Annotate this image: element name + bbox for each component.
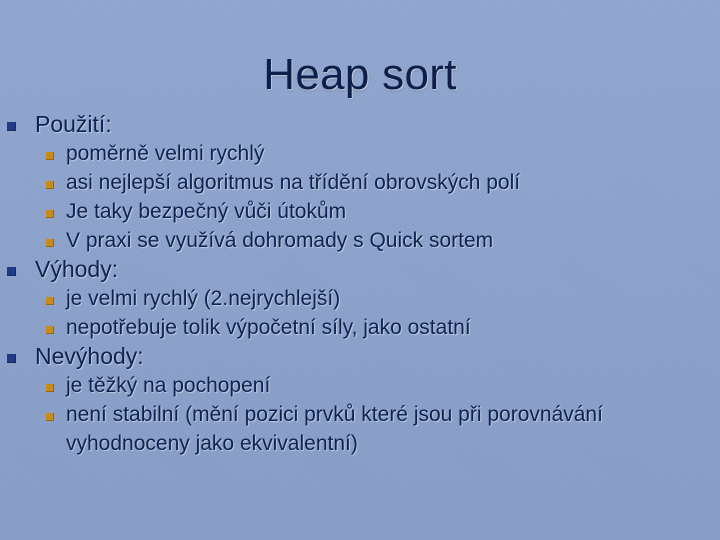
square-bullet-icon	[46, 326, 54, 334]
list-item	[0, 284, 720, 313]
list-item	[0, 313, 720, 342]
slide-content	[0, 110, 720, 458]
list-item	[0, 226, 720, 255]
square-bullet-icon	[7, 122, 16, 131]
square-bullet-icon	[46, 210, 54, 218]
square-bullet-icon	[46, 152, 54, 160]
square-bullet-icon	[46, 181, 54, 189]
square-bullet-icon	[7, 354, 16, 363]
square-bullet-icon	[7, 267, 16, 276]
slide-title	[0, 50, 720, 100]
list-item	[0, 197, 720, 226]
square-bullet-icon	[46, 297, 54, 305]
list-item-text: poměrně velmi rychlý	[66, 142, 265, 165]
list-item-text: nepotřebuje tolik výpočetní síly, jako ostatní	[66, 316, 471, 339]
square-bullet-icon	[46, 413, 54, 421]
list-item	[0, 371, 720, 400]
list-item-text: není stabilní (mění pozici prvků které jsou při porovnávání vyhodnoceny jako ekvivalentní)	[66, 403, 603, 455]
list-item	[0, 139, 720, 168]
section-heading	[0, 255, 720, 284]
list-item	[0, 400, 720, 458]
section-heading-text: Výhody:	[35, 256, 119, 282]
section-heading	[0, 342, 720, 371]
list-item-text: je velmi rychlý (2.nejrychlejší)	[66, 287, 341, 310]
list-item-text: V praxi se využívá dohromady s Quick sortem	[66, 229, 494, 252]
list-item	[0, 168, 720, 197]
section-heading	[0, 110, 720, 139]
slide-title-text: Heap sort	[263, 50, 457, 99]
section-heading-text: Použití:	[35, 111, 112, 137]
square-bullet-icon	[46, 239, 54, 247]
list-item-text: je těžký na pochopení	[66, 374, 271, 397]
list-item-text: asi nejlepší algoritmus na třídění obrovských polí	[66, 171, 521, 194]
section-heading-text: Nevýhody:	[35, 343, 144, 369]
square-bullet-icon	[46, 384, 54, 392]
list-item-text: Je taky bezpečný vůči útokům	[66, 200, 347, 223]
